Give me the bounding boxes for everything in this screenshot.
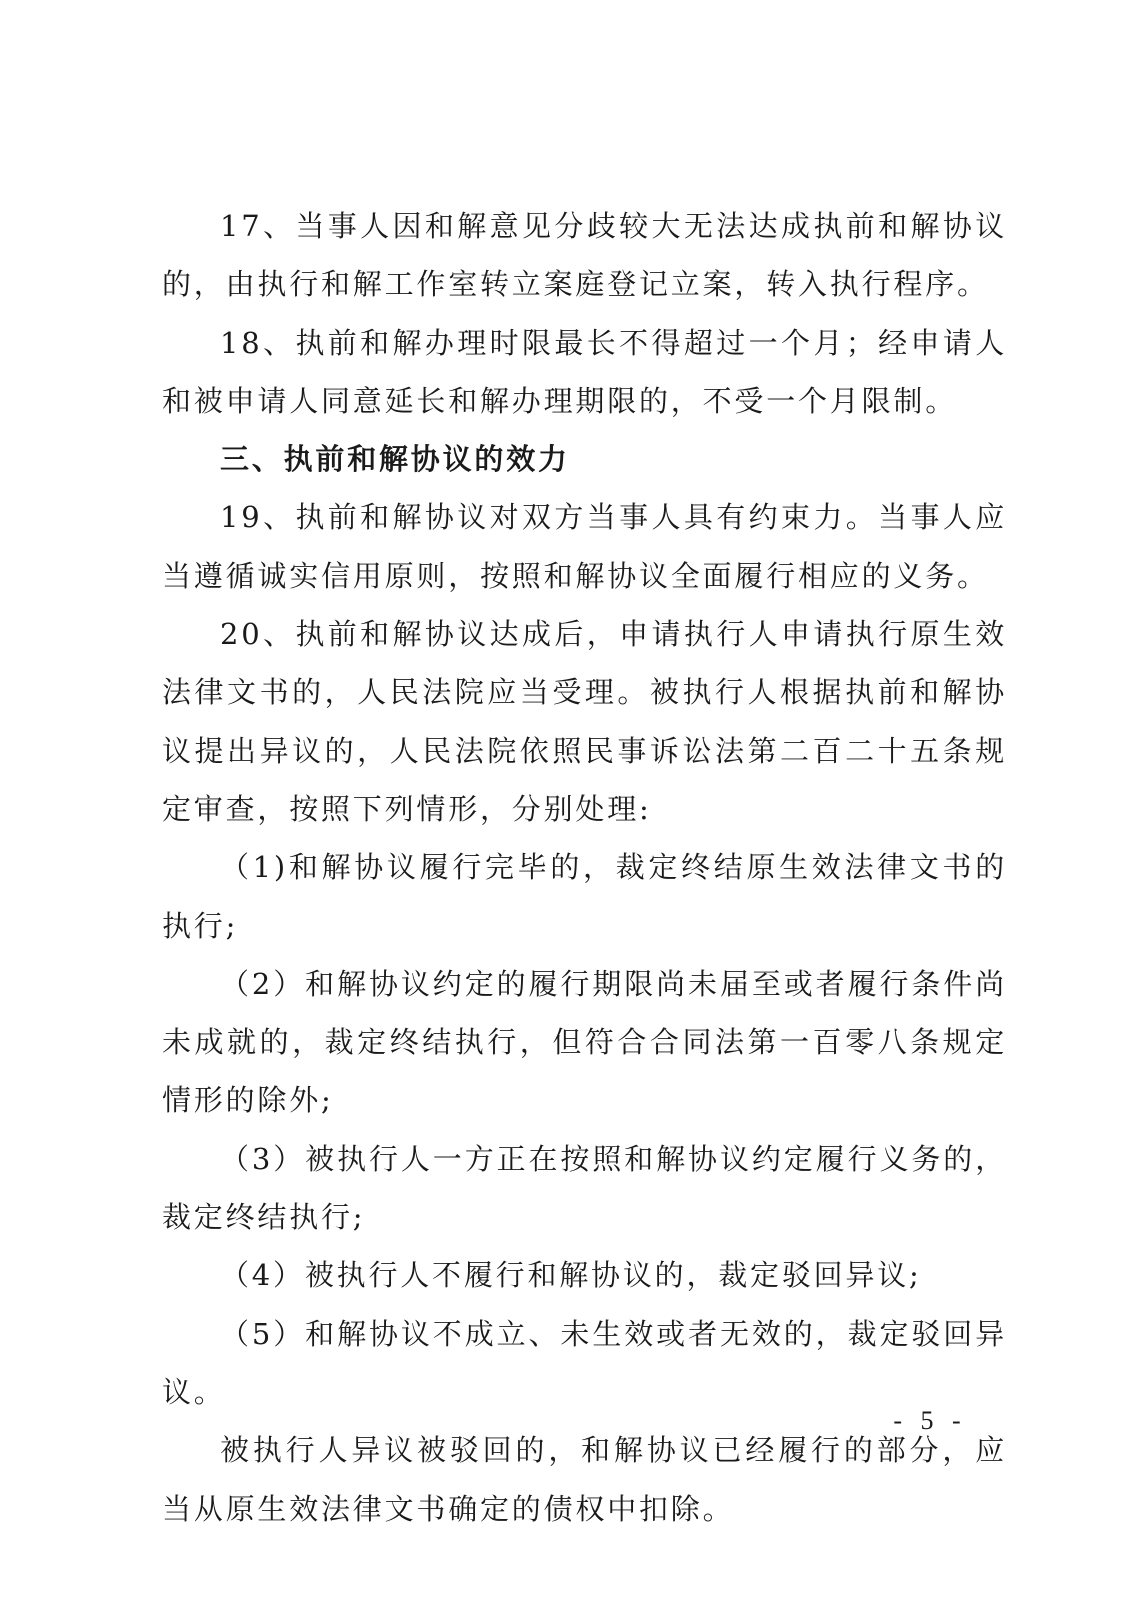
paragraph-19: 19、执前和解协议对双方当事人具有约束力。当事人应当遵循诚实信用原则，按照和解协议全面履行相应的义务。 [162, 500, 1007, 593]
list-item-5: （5）和解协议不成立、未生效或者无效的，裁定驳回异议。 [162, 1316, 1007, 1409]
list-item-2: （2）和解协议约定的履行期限尚未届至或者履行条件尚未成就的，裁定终结执行，但符合合同法第一百零八条规定情形的除外; [162, 966, 1007, 1118]
list-item-4: （4）被执行人不履行和解协议的，裁定驳回异议; [220, 1258, 922, 1293]
closing-paragraph: 被执行人异议被驳回的，和解协议已经履行的部分，应当从原生效法律文书确定的债权中扣除。 [162, 1433, 1007, 1526]
paragraph-20: 20、执前和解协议达成后，申请执行人申请执行原生效法律文书的，人民法院应当受理。被执行人根据执前和解协议提出异议的，人民法院依照民事诉讼法第二百二十五条规定审查，按照下列情形，分别处理: [162, 617, 1007, 826]
section-heading: 三、执前和解协议的效力 [220, 442, 570, 477]
paragraph-18: 18、执前和解办理时限最长不得超过一个月；经申请人和被申请人同意延长和解办理期限的，不受一个月限制。 [162, 325, 1007, 418]
page-number: - 5 - [893, 1406, 967, 1435]
list-item-1: （1)和解协议履行完毕的，裁定终结原生效法律文书的执行; [162, 850, 1007, 943]
list-item-3: （3）被执行人一方正在按照和解协议约定履行义务的，裁定终结执行; [162, 1141, 1007, 1235]
paragraph-17: 17、当事人因和解意见分歧较大无法达成执前和解协议的，由执行和解工作室转立案庭登记立案，转入执行程序。 [162, 209, 1007, 302]
document-body [162, 197, 1007, 1538]
